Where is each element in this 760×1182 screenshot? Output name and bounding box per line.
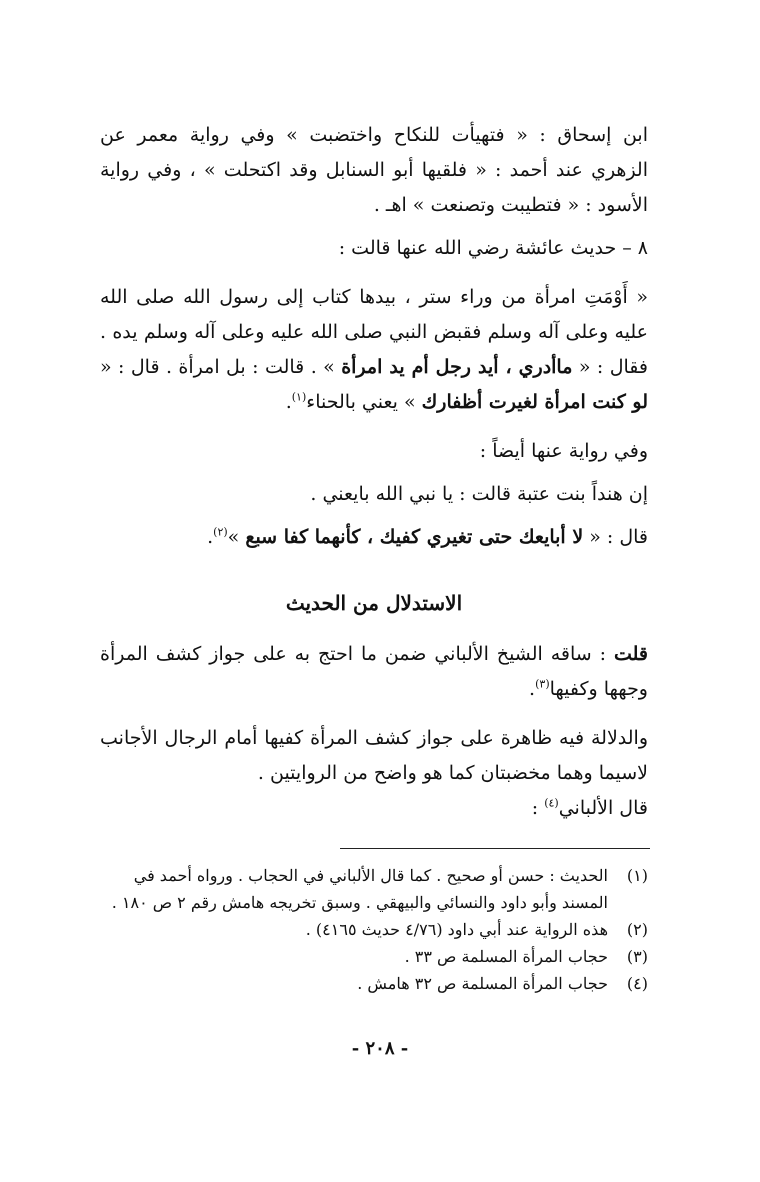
- prophet-reply: [100, 520, 648, 555]
- hind-narration: إن هنداً بنت عتبة قالت : يا نبي الله بايعني .: [310, 483, 648, 505]
- footnote-number: (٣): [626, 947, 648, 966]
- hadith-quote-bold: لا أبايعك حتى تغيري كفيك ، كأنهما كفا سبع: [245, 526, 584, 548]
- albani-quote-intro: [100, 791, 648, 826]
- page-number: - ٢٠٨ -: [351, 1038, 409, 1059]
- main-text: [100, 118, 648, 826]
- section-heading: الاستدلال من الحديث: [285, 591, 463, 615]
- footnote-item: [100, 862, 648, 916]
- hadith-text: » يعني بالحناء: [306, 391, 422, 413]
- footnote-ref: (٣): [535, 677, 550, 691]
- hadith-text: قال : «: [583, 526, 648, 548]
- hadith-8-intro: ٨ – حديث عائشة رضي الله عنها قالت :: [338, 237, 648, 259]
- footnote-ref: (٤): [544, 796, 559, 810]
- another-narration-intro: وفي رواية عنها أيضاً :: [479, 440, 648, 462]
- footnote-number: (٤): [626, 974, 648, 993]
- hadith-text: » . قالت : بل امرأة . قال : «: [100, 356, 342, 378]
- footnote-ref: (١): [291, 390, 307, 404]
- hadith-text: »: [227, 526, 246, 548]
- footnote-item: [100, 943, 648, 970]
- evidence-paragraph: والدلالة فيه ظاهرة على جواز كشف المرأة كفيها أمام الرجال الأجانب لاسيما وهما مخضبتان كما هو واضح من الروايتين .: [100, 727, 648, 784]
- hadith-quote-bold: ماأدري ، أيد رجل أم يد امرأة: [341, 356, 573, 378]
- hadith-quote-bold: لو كنت امرأة لغيرت أظفارك: [421, 391, 648, 413]
- hadith-text: .: [207, 526, 214, 548]
- hadith-text: .: [285, 391, 292, 413]
- footnote-number: (٢): [626, 920, 648, 939]
- footnote-text: حجاب المرأة المسلمة ص ٣٣ .: [404, 947, 608, 966]
- paragraph-ibn-ishaq: ابن إسحاق : « فتهيأت للنكاح واختضبت » وفي رواية معمر عن الزهري عند أحمد : « فلقيها أبو السنابل وقد اكتحلت » ، وفي رواية الأسود : « فتطيبت وتصنعت » اهـ .: [100, 124, 648, 216]
- footnote-text: هذه الرواية عند أبي داود (٤/٧٦ حديث ٤١٦٥) .: [305, 920, 608, 939]
- footnotes: [100, 862, 648, 997]
- hadith-8-text: [100, 280, 648, 420]
- footnote-item: [100, 916, 648, 943]
- footnote-text: الحديث : حسن أو صحيح . كما قال الألباني في الحجاب . ورواه أحمد في المسند وأبو داود والنسائي والبيهقي . وسبق تخريجه هامش رقم ٢ ص ١٨٠ .: [111, 866, 608, 912]
- hadith-text: « أَوْمَتِ امرأة من وراء ستر ، بيدها كتاب إلى رسول الله صلى الله عليه وعلى آله وسلم فقبض النبي صلى الله عليه وعلى آله وسلم يده . فقال : «: [100, 286, 648, 378]
- comment-text: .: [529, 678, 536, 700]
- footnote-ref: (٢): [213, 525, 228, 539]
- author-comment: [100, 637, 648, 707]
- footnote-number: (١): [626, 866, 648, 885]
- footnote-item: [100, 970, 648, 997]
- footnote-divider: [340, 848, 650, 849]
- footnote-text: حجاب المرأة المسلمة ص ٣٢ هامش .: [357, 974, 608, 993]
- comment-text: قال الألباني: [558, 797, 648, 819]
- comment-text: : ساقه الشيخ الألباني ضمن ما احتج به على جواز كشف المرأة وجهها وكفيها: [100, 643, 648, 700]
- comment-text: :: [531, 797, 545, 819]
- author-comment-lead: قلت: [613, 643, 648, 665]
